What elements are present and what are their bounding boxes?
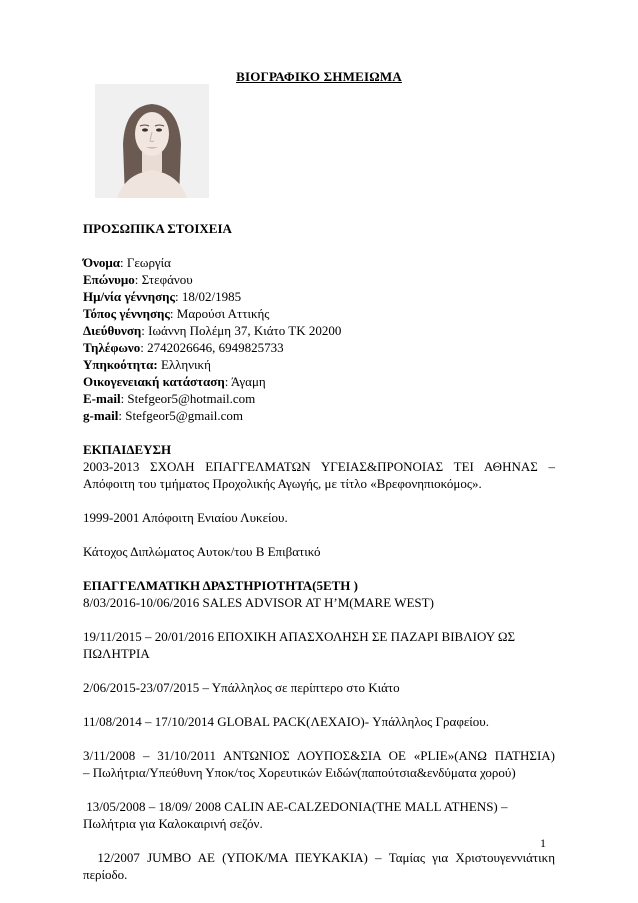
field-label: Επώνυμο bbox=[83, 272, 135, 287]
job-entry-line: ΠΩΛΗΤΡΙΑ bbox=[83, 646, 150, 661]
field-value: : 18/02/1985 bbox=[175, 289, 242, 304]
field-row bbox=[83, 322, 555, 339]
job-entry-line: Πωλήτρια για Καλοκαιρινή σεζόν. bbox=[83, 816, 263, 831]
field-row bbox=[83, 373, 555, 390]
field-value: : Στεφάνου bbox=[134, 272, 193, 287]
job-entry-line: 13/05/2008 – 18/09/ 2008 CALIN AE-CALZEDONIA(THE MALL ATHENS) – bbox=[83, 799, 508, 814]
field-value: : Stefgeor5@hotmail.com bbox=[120, 391, 256, 406]
field-value: : Γεωργία bbox=[120, 255, 171, 270]
field-row bbox=[83, 339, 555, 356]
field-row bbox=[83, 305, 555, 322]
page-number: 1 bbox=[540, 836, 546, 850]
education-entry-line: Απόφοιτη του τμήματος Προχολικής Αγωγής, με τίτλο «Βρεφονηπιοκόμος». bbox=[83, 476, 482, 491]
field-row bbox=[83, 288, 555, 305]
education-entry: 1999-2001 Απόφοιτη Ενιαίου Λυκείου. bbox=[83, 510, 288, 525]
field-label: Τόπος γέννησης bbox=[83, 306, 170, 321]
field-label: Υπηκοότητα: bbox=[83, 357, 158, 372]
profile-photo bbox=[95, 84, 209, 198]
field-label: g-mail bbox=[83, 408, 119, 423]
field-label: Διεύθυνση bbox=[83, 323, 142, 338]
field-row bbox=[83, 254, 555, 271]
job-entry-line: 3/11/2008 – 31/10/2011 ΑΝΤΩΝΙΟΣ ΛΟΥΠΟΣ&ΣΙΑ ΟΕ «PLIE»(ΑΝΩ ΠΑΤΗΣΙΑ) bbox=[83, 748, 555, 763]
document-title: ΒΙΟΓΡΑΦΙΚΟ ΣΗΜΕΙΩΜΑ bbox=[236, 69, 402, 84]
field-value: : Ιωάννη Πολέμη 37, Κιάτο ΤΚ 20200 bbox=[141, 323, 342, 338]
field-value: Ελληνική bbox=[157, 357, 211, 372]
job-entry: 8/03/2016-10/06/2016 SALES ADVISOR AT H’M(MARE WEST) bbox=[83, 595, 434, 610]
field-value: : 2742026646, 6949825733 bbox=[140, 340, 284, 355]
field-label: Όνομα bbox=[83, 255, 121, 270]
job-entry-line: 19/11/2015 – 20/01/2016 ΕΠΟΧΙΚΗ ΑΠΑΣΧΟΛΗΣΗ ΣΕ ΠΑΖΑΡΙ ΒΙΒΛΙΟΥ ΩΣ bbox=[83, 629, 516, 644]
portrait-image bbox=[95, 84, 209, 198]
document-body bbox=[83, 220, 555, 883]
field-label: Οικογενειακή κατάσταση bbox=[83, 374, 225, 389]
field-row bbox=[83, 356, 555, 373]
field-row bbox=[83, 390, 555, 407]
personal-heading: ΠΡΟΣΩΠΙΚΑ ΣΤΟΙΧΕΙΑ bbox=[83, 221, 232, 236]
education-heading: ΕΚΠΑΙΔΕΥΣΗ bbox=[83, 442, 172, 457]
job-entry-line: – Πωλήτρια/Υπεύθυνη Υποκ/τος Χορευτικών Ειδών(παπούτσια&ενδύματα χορού) bbox=[83, 765, 516, 780]
education-entry-line: 2003-2013 ΣΧΟΛΗ ΕΠΑΓΓΕΛΜΑΤΩΝ ΥΓΕΙΑΣ&ΠΡΟΝΟΙΑΣ ΤΕΙ ΑΘΗΝΑΣ – bbox=[83, 459, 555, 474]
field-label: E-mail bbox=[83, 391, 121, 406]
job-entry: 11/08/2014 – 17/10/2014 GLOBAL PACK(ΛΕΧΑΙΟ)- Υπάλληλος Γραφείου. bbox=[83, 714, 489, 729]
field-label: Τηλέφωνο bbox=[83, 340, 141, 355]
field-value: : Stefgeor5@gmail.com bbox=[118, 408, 244, 423]
field-row bbox=[83, 407, 555, 424]
experience-heading: ΕΠΑΓΓΕΛΜΑΤΙΚΗ ΔΡΑΣΤΗΡΙΟΤΗΤΑ(5ΕΤΗ ) bbox=[83, 578, 358, 593]
field-value: : Άγαμη bbox=[224, 374, 266, 389]
field-label: Ημ/νία γέννησης bbox=[83, 289, 176, 304]
education-entry: Κάτοχος Διπλώματος Αυτοκ/του Β Επιβατικό bbox=[83, 544, 321, 559]
job-entry: 2/06/2015-23/07/2015 – Υπάλληλος σε περίπτερο στο Κιάτο bbox=[83, 680, 400, 695]
job-entry-line: 12/2007 JUMBO AE (ΥΠΟΚ/ΜΑ ΠΕΥΚΑΚΙΑ) – Ταμίας για Χριστουγεννιάτικη bbox=[83, 850, 555, 865]
field-value: : Μαρούσι Αττικής bbox=[169, 306, 270, 321]
job-entry-line: περίοδο. bbox=[83, 867, 128, 882]
field-row bbox=[83, 271, 555, 288]
